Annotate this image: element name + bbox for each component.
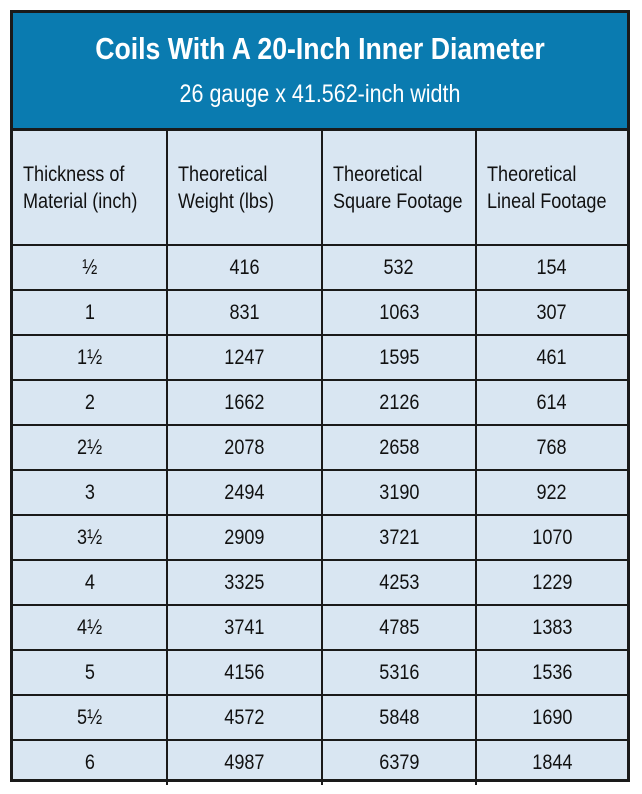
thickness-cell-value: 1 xyxy=(84,300,95,324)
lineal-footage-cell-value: 307 xyxy=(536,300,568,324)
thickness-cell xyxy=(13,245,167,290)
thickness-cell-value: 2 xyxy=(84,390,95,414)
weight-cell-value: 3325 xyxy=(224,570,265,594)
lineal-footage-cell xyxy=(476,515,627,560)
lineal-footage-cell-value: 1383 xyxy=(531,615,573,639)
thickness-cell xyxy=(13,740,167,785)
weight-cell xyxy=(167,695,322,740)
header-lineal-footage-label: Theoretical Lineal Footage xyxy=(487,162,607,213)
header-lineal-footage xyxy=(476,131,627,245)
weight-cell-value: 4987 xyxy=(224,751,265,774)
table-row xyxy=(13,695,627,740)
header-square-footage-label: Theoretical Square Footage xyxy=(333,162,463,213)
square-footage-cell-value: 1595 xyxy=(378,345,420,369)
square-footage-cell xyxy=(322,335,476,380)
lineal-footage-cell xyxy=(476,245,627,290)
square-footage-cell-value: 2126 xyxy=(378,390,420,414)
lineal-footage-cell xyxy=(476,695,627,740)
square-footage-cell-value: 2658 xyxy=(378,435,420,459)
lineal-footage-cell xyxy=(476,380,627,425)
square-footage-cell xyxy=(322,470,476,515)
table-row xyxy=(13,290,627,335)
lineal-footage-cell-value: 1229 xyxy=(531,570,573,594)
header-row xyxy=(13,131,627,245)
table-row xyxy=(13,245,627,290)
weight-cell xyxy=(167,560,322,605)
header-weight xyxy=(167,131,322,245)
weight-cell xyxy=(167,245,322,290)
weight-cell xyxy=(167,425,322,470)
thickness-cell xyxy=(13,290,167,335)
weight-cell xyxy=(167,515,322,560)
weight-cell xyxy=(167,740,322,785)
weight-cell xyxy=(167,470,322,515)
lineal-footage-cell xyxy=(476,560,627,605)
thickness-cell xyxy=(13,335,167,380)
thickness-cell-value: 4½ xyxy=(76,615,103,639)
table-row xyxy=(13,560,627,605)
weight-cell-value: 4156 xyxy=(224,660,265,684)
weight-cell-value: 416 xyxy=(229,255,260,279)
thickness-cell-value: 4 xyxy=(84,570,95,594)
title-banner xyxy=(13,13,627,131)
weight-cell xyxy=(167,650,322,695)
table-row xyxy=(13,650,627,695)
thickness-cell xyxy=(13,650,167,695)
weight-cell-value: 2078 xyxy=(224,435,265,459)
lineal-footage-cell-value: 922 xyxy=(536,480,568,504)
table-row xyxy=(13,425,627,470)
table-body xyxy=(13,245,627,785)
square-footage-cell xyxy=(322,515,476,560)
header-thickness-label: Thickness of Material (inch) xyxy=(23,162,138,213)
square-footage-cell-value: 5316 xyxy=(378,660,420,684)
weight-cell-value: 2909 xyxy=(224,525,265,549)
coil-data-table xyxy=(13,131,627,785)
square-footage-cell-value: 532 xyxy=(383,255,415,279)
weight-cell-value: 1247 xyxy=(224,345,265,369)
square-footage-cell xyxy=(322,245,476,290)
square-footage-cell xyxy=(322,380,476,425)
thickness-cell-value: 3½ xyxy=(76,525,103,549)
thickness-cell xyxy=(13,425,167,470)
thickness-cell-value: ½ xyxy=(81,255,98,279)
square-footage-cell-value: 3190 xyxy=(378,480,420,504)
square-footage-cell xyxy=(322,605,476,650)
thickness-cell xyxy=(13,605,167,650)
table-row xyxy=(13,335,627,380)
weight-cell-value: 3741 xyxy=(224,615,265,639)
square-footage-cell-value: 5848 xyxy=(378,705,420,729)
square-footage-cell-value: 1063 xyxy=(378,300,420,324)
thickness-cell-value: 3 xyxy=(84,480,95,504)
table-row xyxy=(13,470,627,515)
square-footage-cell xyxy=(322,740,476,785)
lineal-footage-cell-value: 1690 xyxy=(531,705,573,729)
thickness-cell xyxy=(13,695,167,740)
weight-cell-value: 2494 xyxy=(224,480,265,504)
lineal-footage-cell xyxy=(476,470,627,515)
square-footage-cell-value: 4785 xyxy=(378,615,420,639)
lineal-footage-cell xyxy=(476,335,627,380)
square-footage-cell xyxy=(322,560,476,605)
lineal-footage-cell xyxy=(476,605,627,650)
lineal-footage-cell-value: 1844 xyxy=(531,751,573,774)
weight-cell-value: 4572 xyxy=(224,705,265,729)
lineal-footage-cell-value: 614 xyxy=(536,390,568,414)
table-row xyxy=(13,515,627,560)
square-footage-cell xyxy=(322,290,476,335)
thickness-cell-value: 6 xyxy=(84,751,95,774)
lineal-footage-cell xyxy=(476,740,627,785)
thickness-cell-value: 1½ xyxy=(76,345,103,369)
header-square-footage xyxy=(322,131,476,245)
lineal-footage-cell xyxy=(476,425,627,470)
header-weight-label: Theoretical Weight (lbs) xyxy=(178,162,275,213)
table-row xyxy=(13,380,627,425)
table-row xyxy=(13,605,627,650)
square-footage-cell xyxy=(322,695,476,740)
lineal-footage-cell xyxy=(476,650,627,695)
lineal-footage-cell-value: 461 xyxy=(536,345,568,369)
thickness-cell xyxy=(13,470,167,515)
square-footage-cell-value: 4253 xyxy=(378,570,420,594)
square-footage-cell xyxy=(322,425,476,470)
square-footage-cell-value: 6379 xyxy=(378,751,420,774)
table-title: Coils With A 20-Inch Inner Diameter xyxy=(95,31,545,66)
lineal-footage-cell-value: 768 xyxy=(536,435,568,459)
thickness-cell-value: 5½ xyxy=(76,705,103,729)
coil-table-card xyxy=(10,10,630,782)
thickness-cell xyxy=(13,560,167,605)
weight-cell xyxy=(167,335,322,380)
weight-cell xyxy=(167,290,322,335)
thickness-cell xyxy=(13,515,167,560)
thickness-cell xyxy=(13,380,167,425)
weight-cell xyxy=(167,380,322,425)
square-footage-cell-value: 3721 xyxy=(378,525,420,549)
table-subtitle: 26 gauge x 41.562-inch width xyxy=(179,80,461,108)
thickness-cell-value: 2½ xyxy=(76,435,103,459)
lineal-footage-cell xyxy=(476,290,627,335)
weight-cell-value: 1662 xyxy=(224,390,265,414)
weight-cell xyxy=(167,605,322,650)
lineal-footage-cell-value: 1070 xyxy=(531,525,573,549)
table-row xyxy=(13,740,627,785)
header-thickness xyxy=(13,131,167,245)
square-footage-cell xyxy=(322,650,476,695)
lineal-footage-cell-value: 1536 xyxy=(531,660,573,684)
weight-cell-value: 831 xyxy=(229,300,260,324)
lineal-footage-cell-value: 154 xyxy=(536,255,568,279)
thickness-cell-value: 5 xyxy=(84,660,95,684)
